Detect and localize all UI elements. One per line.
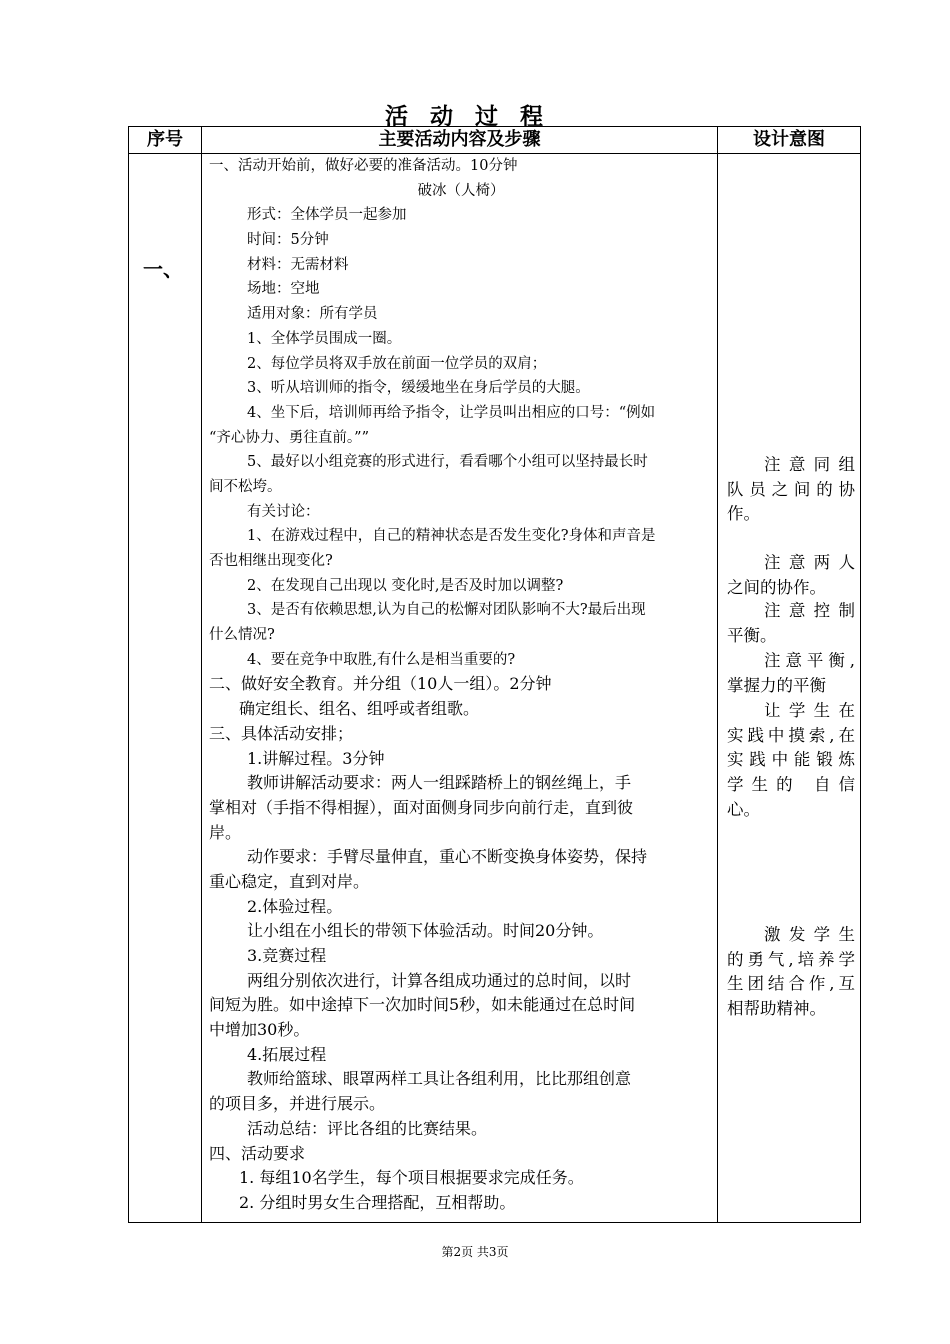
content-line: 场地：空地 [247,281,320,298]
content-line: “齐心协力、勇往直前。”” [209,429,369,446]
page-footer: 第2页 共3页 [441,1245,509,1259]
design-note-line: 实践中能锻炼 [727,750,855,770]
design-note [727,649,855,698]
design-note-line: 注意两人 [764,553,855,572]
section-number: 一、 [143,257,183,281]
design-note [727,453,855,527]
column-divider [201,127,202,1222]
content-line: 3、听从培训师的指令，缓缓地坐在身后学员的大腿。 [247,380,590,397]
content-line: 什么情况? [209,627,275,644]
content-line: 4、坐下后，培训师再给予指令，让学员叫出相应的口号：“例如 [247,404,656,421]
content-line: 确定组长、组名、组呼或者组歌。 [239,699,480,719]
design-note-line: 学生的 自信 [727,775,855,795]
content-line: 2. 分组时男女生合理搭配，互相帮助。 [239,1192,516,1212]
content-line: 4、要在竞争中取胜,有什么是相当重要的? [247,651,516,668]
design-note-line: 注意同组 [764,455,855,474]
content-line: 破冰（人椅） [417,182,505,199]
design-note-line: 平衡。 [727,625,777,645]
page-title: 活动过程 [385,103,565,130]
content-line: 一、活动开始前，做好必要的准备活动。10分钟 [209,158,518,174]
content-line: 两组分别依次进行，计算各组成功通过的总时间，以时 [247,970,632,990]
design-note-line: 队员之间的协 [727,479,855,499]
content-line: 适用对象：所有学员 [247,306,378,323]
design-note-line: 相帮助精神。 [727,999,826,1019]
content-line: 时间：5分钟 [247,232,329,249]
content-line: 教师讲解活动要求：两人一组踩踏桥上的钢丝绳上，手 [247,773,632,793]
content-line: 3.竞赛过程 [247,946,327,965]
content-line: 2.体验过程。 [247,896,343,916]
header-content: 主要活动内容及步骤 [378,129,541,150]
content-line: 材料：无需材料 [247,256,349,273]
content-line: 岸。 [209,822,242,842]
content-line: 四、活动要求 [209,1143,306,1163]
design-note-line: 让学生在 [764,701,855,720]
design-note-line: 注意平衡, [764,651,855,670]
activity-content [209,154,713,1216]
header-design: 设计意图 [753,129,825,150]
design-note-line: 的勇气,培养学 [727,949,855,969]
activity-table [128,126,861,1223]
design-note [727,699,855,822]
content-line: 间不松垮。 [209,478,282,495]
design-note-line: 之间的协作。 [727,577,826,597]
design-note-line: 生团结合作,互 [727,974,855,994]
content-line: 让小组在小组长的带领下体验活动。时间20分钟。 [247,921,604,941]
design-note-line: 注意控制 [764,601,855,620]
column-divider [717,127,718,1222]
content-line: 掌相对（手指不得相握），面对面侧身同步向前行走，直到彼 [209,797,634,817]
content-line: 否也相继出现变化? [209,553,333,569]
content-line: 2、在发现自己出现以 变化时,是否及时加以调整? [247,577,564,594]
design-note-line: 掌握力的平衡 [727,675,826,695]
content-line: 形式：全体学员一起参加 [247,207,407,224]
content-line: 三、具体活动安排； [209,723,354,743]
content-line: 5、最好以小组竞赛的形式进行，看看哪个小组可以坚持最长时 [247,454,648,471]
content-line: 的项目多，并进行展示。 [209,1094,386,1114]
content-line: 4.拓展过程 [247,1044,327,1064]
design-note-line: 激发学生 [764,925,855,944]
content-line: 1.讲解过程。3分钟 [247,748,385,768]
content-line: 间短为胜。如中途掉下一次加时间5秒，如未能通过在总时间 [209,995,636,1015]
content-line: 重心稳定，直到对岸。 [209,871,370,891]
design-note [727,551,855,600]
content-line: 1、全体学员围成一圈。 [247,330,402,347]
content-line: 中增加30秒。 [209,1020,310,1040]
design-note-line: 作。 [727,504,760,524]
content-line: 教师给篮球、眼罩两样工具让各组利用，比比那组创意 [247,1069,632,1089]
content-line: 二、做好安全教育。并分组（10人一组）。2分钟 [209,674,552,694]
content-line: 有关讨论： [247,503,320,520]
content-line: 2、每位学员将双手放在前面一位学员的双肩； [247,355,547,372]
design-note [727,923,855,1022]
content-line: 1、在游戏过程中，自己的精神状态是否发生变化?身体和声音是 [247,528,656,545]
header-number: 序号 [147,129,183,150]
content-line: 动作要求：手臂尽量伸直，重心不断变换身体姿势，保持 [247,847,648,867]
content-line: 3、是否有依赖思想,认为自己的松懈对团队影响不大?最后出现 [247,602,646,619]
design-note-line: 实践中摸索,在 [727,725,855,745]
design-note [727,599,855,648]
design-note-line: 心。 [727,799,760,819]
content-line: 活动总结：评比各组的比赛结果。 [247,1118,488,1138]
content-line: 1. 每组10名学生，每个项目根据要求完成任务。 [239,1168,584,1188]
